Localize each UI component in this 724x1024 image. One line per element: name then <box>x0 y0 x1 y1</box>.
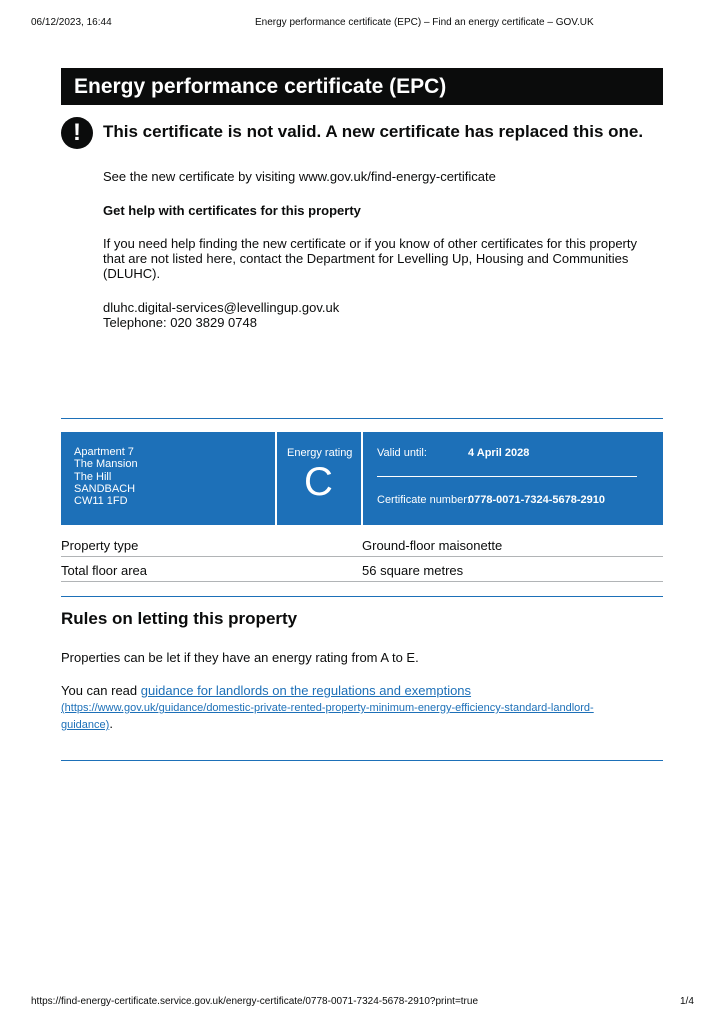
property-address: Apartment 7 The Mansion The Hill SANDBACH CW11 1FD <box>74 446 138 508</box>
floor-area-value: 56 square metres <box>362 563 464 578</box>
certificate-summary <box>61 432 663 525</box>
certificate-number-value: 0778-0071-7324-5678-2910 <box>468 494 606 506</box>
section-divider <box>61 418 663 419</box>
print-url: https://find-energy-certificate.service.gov.uk/energy-certificate/0778-0071-7324-5678-2910?print=true <box>31 996 479 1007</box>
warning-icon: ! <box>61 117 93 149</box>
column-divider <box>361 432 363 525</box>
help-text: If you need help finding the new certificate or if you know of other certificates for this property that are not listed here, contact the Department for Levelling Up, Housing and Communities (DLUHC). <box>103 236 638 281</box>
column-divider <box>275 432 277 525</box>
property-type-value: Ground-floor maisonette <box>362 538 503 553</box>
property-row <box>61 558 663 582</box>
guidance-url-link[interactable]: (https://www.gov.uk/guidance/domestic-private-rented-property-minimum-energy-efficiency-standard-landlord- <box>61 702 594 714</box>
property-row <box>61 533 663 557</box>
help-heading: Get help with certificates for this property <box>103 203 361 218</box>
floor-area-label: Total floor area <box>61 563 147 578</box>
contact-email[interactable]: dluhc.digital-services@levellingup.gov.uk <box>103 300 340 315</box>
letting-heading: Rules on letting this property <box>61 609 298 628</box>
page-title-banner: Energy performance certificate (EPC) <box>61 68 663 105</box>
section-divider <box>61 596 663 597</box>
guidance-paragraph: You can read guidance for landlords on the regulations and exemptions (https://www.gov.uk/guidance/domestic-private-rented-property-minimum-energy-efficiency-standard-landlord- guidance). <box>61 683 594 731</box>
print-title: Energy performance certificate (EPC) – Find an energy certificate – GOV.UK <box>255 17 594 28</box>
valid-until-value: 4 April 2028 <box>468 447 530 459</box>
valid-until-label: Valid until: <box>377 447 427 459</box>
letting-text: Properties can be let if they have an energy rating from A to E. <box>61 650 419 665</box>
contact-telephone: Telephone: 020 3829 0748 <box>103 315 257 330</box>
property-type-label: Property type <box>61 538 139 553</box>
see-new-certificate-text: See the new certificate by visiting www.gov.uk/find-energy-certificate <box>103 169 496 184</box>
landlord-guidance-link[interactable]: guidance for landlords on the regulations and exemptions <box>140 683 472 698</box>
warning-heading: This certificate is not valid. A new certificate has replaced this one. <box>103 122 644 141</box>
print-date: 06/12/2023, 16:44 <box>31 17 112 28</box>
section-divider <box>61 760 663 761</box>
contact-details <box>103 300 663 330</box>
guidance-url-link[interactable]: guidance) <box>61 719 110 731</box>
page-number: 1/4 <box>680 996 694 1007</box>
certificate-number-label: Certificate number: <box>377 494 470 506</box>
certificate-divider <box>377 476 637 477</box>
energy-rating-value: C <box>304 460 333 504</box>
energy-rating-label: Energy rating <box>287 447 353 459</box>
